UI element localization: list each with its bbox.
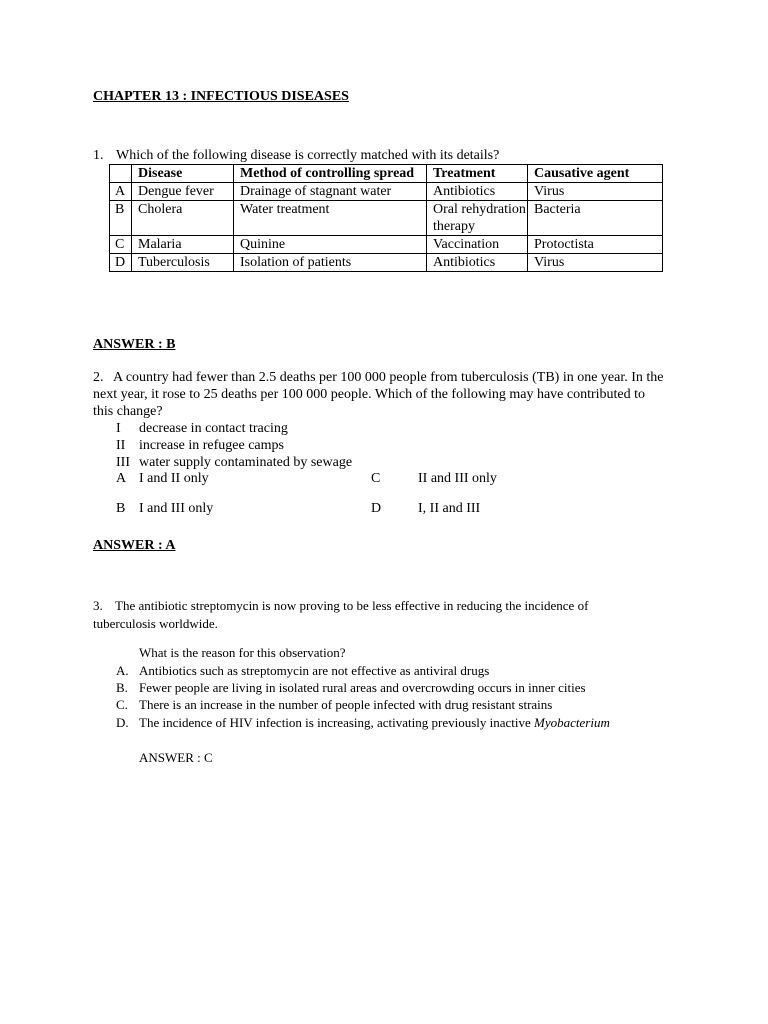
q1-text: Which of the following disease is correctly matched with its details? <box>116 148 500 163</box>
header-cell: Causative agent <box>528 165 663 183</box>
q2-statement-text: increase in refugee camps <box>139 438 284 453</box>
q2-option-text: I, II and III <box>418 501 481 516</box>
disease-cell: Cholera <box>132 201 234 236</box>
header-cell: Disease <box>132 165 234 183</box>
q2-statement-text: water supply contaminated by sewage <box>139 455 353 470</box>
header-cell: Treatment <box>427 165 528 183</box>
option-letter: B <box>110 201 132 236</box>
q3-option-text: The incidence of HIV infection is increasing, activating previously inactive <box>139 715 531 730</box>
table-row <box>110 254 663 272</box>
q3-option-letter: A. <box>116 663 129 678</box>
treatment-cell: Oral rehydration therapy <box>427 201 528 236</box>
q3-option-letter: B. <box>116 680 128 695</box>
q1-number: 1. <box>93 148 104 163</box>
q2-statement-num: I <box>116 421 121 436</box>
q3-number: 3. <box>93 598 103 613</box>
q3-prompt: What is the reason for this observation? <box>139 645 346 660</box>
q2-option-letter: A <box>116 471 127 486</box>
q2-option-letter: B <box>116 501 126 516</box>
q2-statement-text: decrease in contact tracing <box>139 421 288 436</box>
q3-option-text: There is an increase in the number of people infected with drug resistant strains <box>139 697 553 712</box>
table-row <box>110 236 663 254</box>
method-cell: Drainage of stagnant water <box>234 183 427 201</box>
q2-option-letter: D <box>371 501 382 516</box>
option-letter: A <box>110 183 132 201</box>
agent-cell: Virus <box>528 254 663 272</box>
treatment-cell: Antibiotics <box>427 254 528 272</box>
q2-statement-num: III <box>116 455 130 470</box>
q2-option-text: I and II only <box>139 471 209 486</box>
q3-answer: ANSWER : C <box>139 750 213 765</box>
agent-cell: Virus <box>528 183 663 201</box>
q2-option-text: II and III only <box>418 471 497 486</box>
q2-number: 2. <box>93 370 104 385</box>
table-header-row <box>110 165 663 183</box>
treatment-cell: Antibiotics <box>427 183 528 201</box>
disease-cell: Tuberculosis <box>132 254 234 272</box>
header-cell <box>110 165 132 183</box>
treatment-cell: Vaccination <box>427 236 528 254</box>
q3-option-letter: C. <box>116 697 128 712</box>
q3-option-italic: Myobacterium <box>534 715 610 730</box>
disease-cell: Malaria <box>132 236 234 254</box>
table-row <box>110 183 663 201</box>
method-cell: Isolation of patients <box>234 254 427 272</box>
option-letter: C <box>110 236 132 254</box>
agent-cell: Bacteria <box>528 201 663 236</box>
q2-option-text: I and III only <box>139 501 214 516</box>
q3-option-text: Antibiotics such as streptomycin are not effective as antiviral drugs <box>139 663 490 678</box>
q2-option-letter: C <box>371 471 381 486</box>
q3-text: The antibiotic streptomycin is now proving to be less effective in reducing the incidence of tuberculosis worldwide. <box>93 598 589 631</box>
q2-answer: ANSWER : A <box>93 538 176 553</box>
method-cell: Water treatment <box>234 201 427 236</box>
option-letter: D <box>110 254 132 272</box>
q3-option-text: Fewer people are living in isolated rural areas and overcrowding occurs in inner cities <box>139 680 586 695</box>
agent-cell: Protoctista <box>528 236 663 254</box>
header-cell: Method of controlling spread <box>234 165 427 183</box>
q1-answer: ANSWER : B <box>93 337 176 352</box>
q2-text: A country had fewer than 2.5 deaths per 100 000 people from tuberculosis (TB) in one year. In the next year, it rose to 25 deaths per 100 000 people. Which of the following may have contributed to this change? <box>93 370 664 419</box>
q3-option-text-line <box>139 714 610 731</box>
q3-option-letter: D. <box>116 715 129 730</box>
method-cell: Quinine <box>234 236 427 254</box>
q2-statement-num: II <box>116 438 126 453</box>
q1-table <box>109 164 663 272</box>
table-row <box>110 201 663 236</box>
chapter-title: CHAPTER 13 : INFECTIOUS DISEASES <box>93 89 349 104</box>
disease-cell: Dengue fever <box>132 183 234 201</box>
